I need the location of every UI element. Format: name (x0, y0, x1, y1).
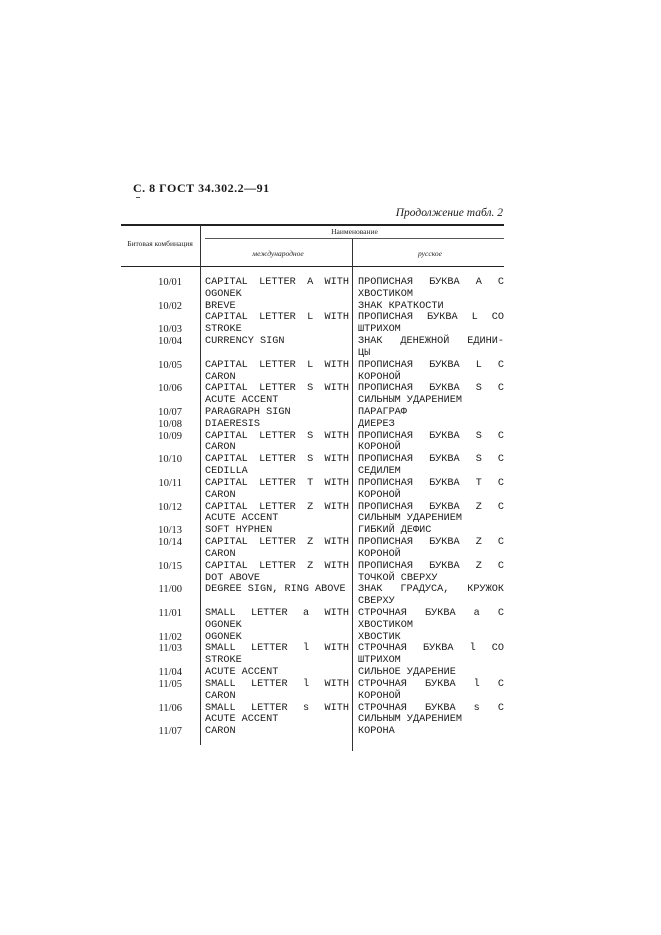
name-russian: СИЛЬНОЕ УДАРЕНИЕ (358, 667, 456, 679)
bit-combination: 10/12 (158, 501, 182, 513)
name-russian: ЗНАК КРАТКОСТИ (358, 300, 444, 312)
name-international: SMALL LETTER a WITH (205, 607, 349, 619)
name-russian: ХВОСТИК (358, 631, 401, 643)
name-russian: ГИБКИЙ ДЕФИС (358, 525, 432, 537)
name-international: DIAERESIS (205, 418, 261, 430)
name-international: DOT ABOVE (205, 572, 261, 584)
name-russian: ПРОПИСНАЯ БУКВА Т С (358, 477, 504, 489)
name-international: ACUTE ACCENT (205, 714, 279, 726)
name-russian: ЗНАК ДЕНЕЖНОЙ ЕДИНИ- (358, 336, 504, 348)
bit-combination: 11/04 (158, 667, 182, 679)
col-header-rus: русское (418, 249, 442, 258)
name-russian: СТРОЧНАЯ БУКВА l С (358, 678, 504, 690)
name-international: CAPITAL LETTER L WITH (205, 312, 349, 324)
name-russian: ПРОПИСНАЯ БУКВА L С (358, 359, 504, 371)
name-international: CURRENCY SIGN (205, 336, 285, 348)
bit-combination: 10/01 (158, 277, 182, 288)
bit-combination: 10/11 (158, 477, 182, 489)
name-international: SMALL LETTER s WITH (205, 702, 349, 714)
name-international: ACUTE ACCENT (205, 667, 279, 679)
bit-combination: 10/04 (158, 336, 182, 348)
page-header: С. 8 ГОСТ 34.302.2—91 (133, 181, 270, 195)
name-international: CAPITAL LETTER S WITH (205, 383, 349, 395)
name-russian: СТРОЧНАЯ БУКВА a С (358, 607, 504, 619)
bit-combination: 11/03 (158, 643, 182, 655)
name-russian: ПРОПИСНАЯ БУКВА S С (358, 430, 504, 442)
name-international: CARON (205, 442, 236, 454)
name-international: SMALL LETTER l WITH (205, 643, 349, 655)
name-international: CAPITAL LETTER Z WITH (205, 560, 349, 572)
name-russian: ПРОПИСНАЯ БУКВА Z С (358, 537, 504, 549)
bit-combination: 10/06 (158, 383, 182, 395)
name-russian: СВЕРХУ (358, 596, 395, 608)
bit-combination: 10/02 (158, 300, 182, 312)
name-international: CARON (205, 371, 236, 383)
name-russian: ПАРАГРАФ (358, 407, 407, 419)
name-russian: ШТРИХОМ (358, 655, 401, 667)
name-international: CARON (205, 726, 236, 738)
name-russian: ХВОСТИКОМ (358, 288, 414, 300)
name-russian: СЕДИЛЕМ (358, 466, 401, 478)
header-divider (205, 238, 504, 239)
bit-combination: 10/08 (158, 418, 182, 430)
name-international: ACUTE ACCENT (205, 513, 279, 525)
name-international: ACUTE ACCENT (205, 395, 279, 407)
name-russian: СТРОЧНАЯ БУКВА s С (358, 702, 504, 714)
name-russian: КОРОНОЙ (358, 442, 401, 454)
name-russian: ЦЫ (358, 347, 371, 359)
name-russian: ПРОПИСНАЯ БУКВА А С (358, 277, 504, 288)
name-international: CARON (205, 690, 236, 702)
name-russian: КОРОНОЙ (358, 690, 401, 702)
name-international: CAPITAL LETTER T WITH (205, 477, 349, 489)
col-header-code: Битовая комбинация (127, 239, 193, 248)
col-header-intl: международное (252, 249, 304, 258)
name-international: CAPITAL LETTER S WITH (205, 430, 349, 442)
name-international: CARON (205, 489, 236, 501)
name-international: BREVE (205, 300, 236, 312)
name-international: SOFT HYPHEN (205, 525, 273, 537)
column-divider (200, 225, 201, 745)
name-international: OGONEK (205, 288, 242, 300)
name-international: CAPITAL LETTER S WITH (205, 454, 349, 466)
bit-combination: 11/02 (158, 631, 182, 643)
name-international: PARAGRAPH SIGN (205, 407, 291, 419)
mark (136, 197, 140, 198)
name-russian: ПРОПИСНАЯ БУКВА S С (358, 454, 504, 466)
bit-combination: 10/13 (158, 525, 182, 537)
bit-combination: 10/10 (158, 454, 182, 466)
name-russian: ПРОПИСНАЯ БУКВА L СО (358, 312, 504, 324)
name-international: CARON (205, 548, 236, 560)
name-international: CAPITAL LETTER A WITH (205, 277, 349, 288)
bit-combination: 10/07 (158, 407, 182, 419)
name-russian: СИЛЬНЫМ УДАРЕНИЕМ (358, 714, 462, 726)
bit-combination: 10/15 (158, 560, 182, 572)
name-russian: КОРОНОЙ (358, 548, 401, 560)
name-russian: ТОЧКОЙ СВЕРХУ (358, 572, 438, 584)
table-continuation-label: Продолжение табл. 2 (395, 207, 503, 219)
name-international: SMALL LETTER l WITH (205, 678, 349, 690)
name-international: CAPITAL LETTER Z WITH (205, 501, 349, 513)
name-international: OGONEK (205, 631, 242, 643)
name-russian: ПРОПИСНАЯ БУКВА Z С (358, 560, 504, 572)
name-international: DEGREE SIGN, RING ABOVE (205, 584, 346, 596)
name-international: STROKE (205, 655, 242, 667)
name-russian: ПРОПИСНАЯ БУКВА Z С (358, 501, 504, 513)
name-russian: ПРОПИСНАЯ БУКВА S С (358, 383, 504, 395)
name-international: STROKE (205, 324, 242, 336)
bit-combination: 11/05 (158, 678, 182, 690)
bit-combination: 11/00 (158, 584, 182, 596)
name-international: OGONEK (205, 619, 242, 631)
name-russian: ШТРИХОМ (358, 324, 401, 336)
name-russian: СИЛЬНЫМ УДАРЕНИЕМ (358, 395, 462, 407)
bit-combination: 11/07 (158, 726, 182, 738)
name-russian: ХВОСТИКОМ (358, 619, 414, 631)
header-bottom-rule (121, 266, 504, 267)
bit-combination: 10/14 (158, 537, 182, 549)
bit-combination: 10/05 (158, 359, 182, 371)
table-top-rule (121, 224, 504, 226)
name-russian: ЗНАК ГРАДУСА, КРУЖОК (358, 584, 504, 596)
name-russian: КОРОНОЙ (358, 371, 401, 383)
name-russian: СИЛЬНЫМ УДАРЕНИЕМ (358, 513, 462, 525)
name-international: CAPITAL LETTER Z WITH (205, 537, 349, 549)
bit-combination: 11/06 (158, 702, 182, 714)
bit-combination: 10/09 (158, 430, 182, 442)
name-russian: ДИЕРЕЗ (358, 418, 395, 430)
name-russian: СТРОЧНАЯ БУКВА l СО (358, 643, 504, 655)
name-international: CAPITAL LETTER L WITH (205, 359, 349, 371)
col-header-name: Наименование (331, 227, 378, 236)
name-russian: КОРОНОЙ (358, 489, 401, 501)
bit-combination: 10/03 (158, 324, 182, 336)
name-international: CEDILLA (205, 466, 248, 478)
bit-combination: 11/01 (158, 607, 182, 619)
name-russian: КОРОНА (358, 726, 395, 738)
column-divider (352, 239, 353, 751)
